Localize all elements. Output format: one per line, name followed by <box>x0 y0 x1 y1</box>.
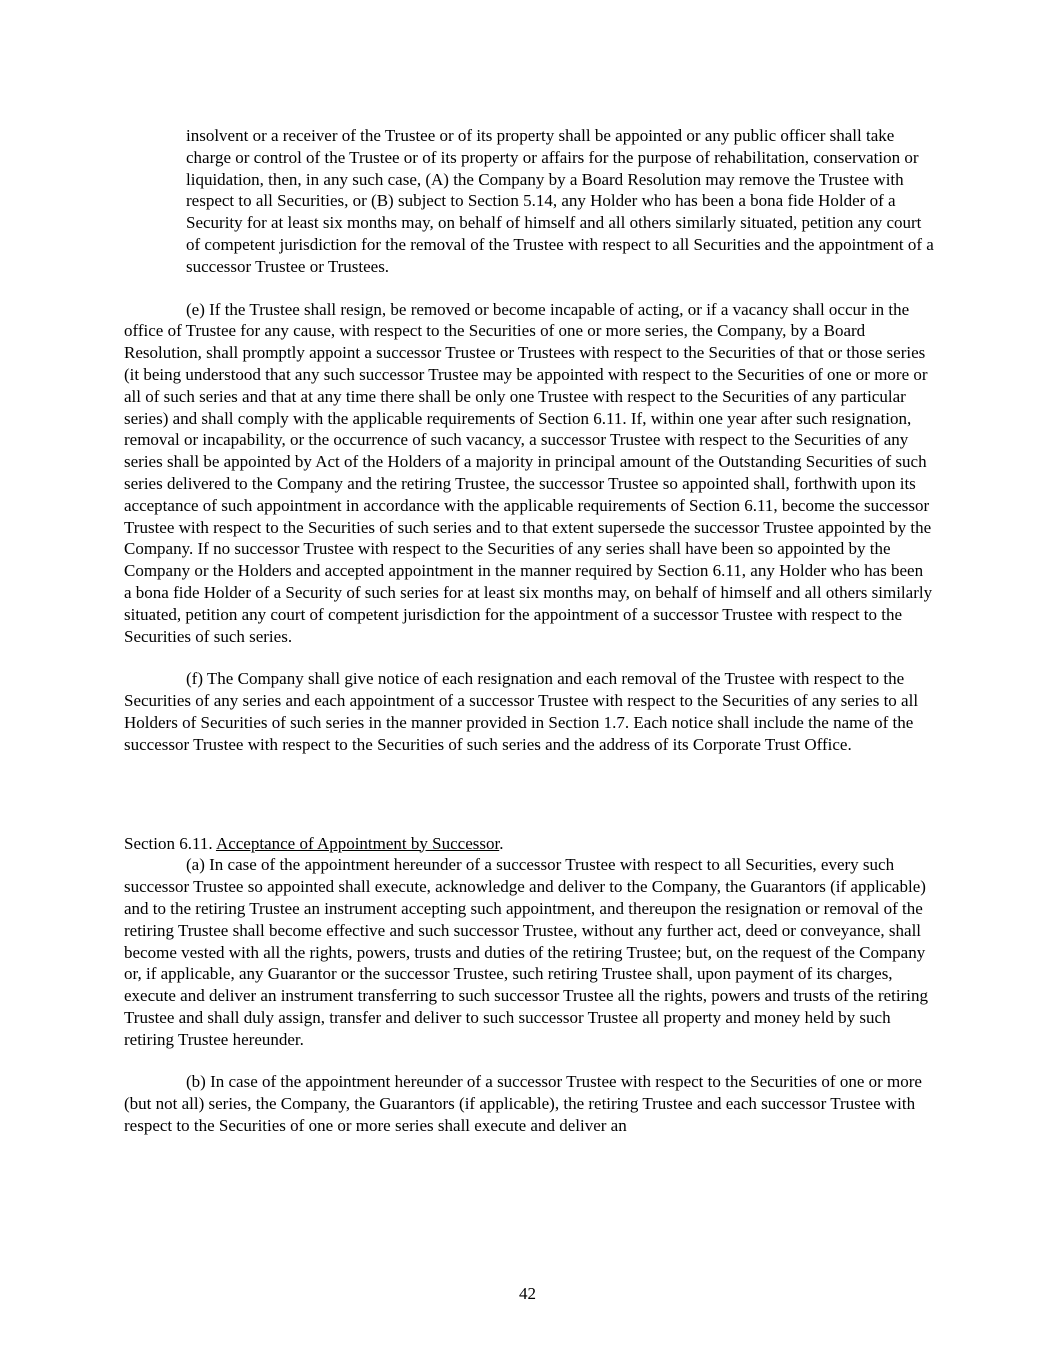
page-number: 42 <box>519 1284 536 1303</box>
paragraph-b: (b) In case of the appointment hereunder of a successor Trustee with respect to the Securities of one or more (but not all) series, the Company, the Guarantors (if applicable), the retiring Trustee and each successor Trustee with respect to the Securities of one or more series shall execute and deliver an <box>124 1072 922 1136</box>
section-heading <box>124 833 934 855</box>
paragraph-e: (e) If the Trustee shall resign, be removed or become incapable of acting, or if a vacancy shall occur in the office of Trustee for any cause, with respect to the Securities of one or more series, the Company, by a Board Resolution, shall promptly appoint a successor Trustee or Trustees with respect to the Securities of that or those series (it being understood that any such successor Trustee may be appointed with respect to the Securities of one or more or all of such series and that at any time there shall be only one Trustee with respect to the Securities of any particular series) and shall comply with the applicable requirements of Section 6.11. If, within one year after such resignation, removal or incapability, or the occurrence of such vacancy, a successor Trustee with respect to the Securities of any series shall be appointed by Act of the Holders of a majority in principal amount of the Outstanding Securities of such series delivered to the Company and the retiring Trustee, the successor Trustee so appointed shall, forthwith upon its acceptance of such appointment in accordance with the applicable requirements of Section 6.11, become the successor Trustee with respect to the Securities of such series and to that extent supersede the successor Trustee appointed by the Company. If no successor Trustee with respect to the Securities of any series shall have been so appointed by the Company or the Holders and accepted appointment in the manner required by Section 6.11, any Holder who has been a bona fide Holder of a Security of such series for at least six months may, on behalf of himself and all others similarly situated, petition any court of competent jurisdiction for the appointment of a successor Trustee with respect to the Securities of such series. <box>124 299 933 646</box>
section-number: Section 6.11. <box>124 833 216 853</box>
paragraph-a: (a) In case of the appointment hereunder of a successor Trustee with respect to all Securities, every such successor Trustee so appointed shall execute, acknowledge and deliver to the Company, the Guarantors (if applicable) and to the retiring Trustee an instrument accepting such appointment, and thereupon the resignation or removal of the retiring Trustee shall become effective and such successor Trustee, without any further act, deed or conveyance, shall become vested with all the rights, powers, trusts and duties of the retiring Trustee; but, on the request of the Company or, if applicable, any Guarantor or the successor Trustee, such retiring Trustee shall, upon payment of its charges, execute and deliver an instrument transferring to such successor Trustee all the rights, powers and trusts of the retiring Trustee and shall duly assign, transfer and deliver to such successor Trustee all property and money held by such retiring Trustee hereunder. <box>124 855 928 1049</box>
section-title: Acceptance of Appointment by Successor <box>215 833 500 853</box>
section-heading-period: . <box>499 833 504 853</box>
continuation-paragraph: insolvent or a receiver of the Trustee or of its property shall be appointed or any public officer shall take charge or control of the Trustee or of its property or affairs for the purpose of rehabilitation, conservation or liquidation, then, in any such case, (A) the Company by a Board Resolution may remove the Trustee with respect to all Securities, or (B) subject to Section 5.14, any Holder who has been a bona fide Holder of a Security for at least six months may, on behalf of himself and all others similarly situated, petition any court of competent jurisdiction for the removal of the Trustee with respect to all Securities and the appointment of a successor Trustee or Trustees. <box>186 126 934 276</box>
paragraph-f: (f) The Company shall give notice of each resignation and each removal of the Trustee with respect to the Securities of any series and each appointment of a successor Trustee with respect to the Securities of any series to all Holders of Securities of such series in the manner provided in Section 1.7. Each notice shall include the name of the successor Trustee with respect to the Securities of such series and the address of its Corporate Trust Office. <box>124 669 919 754</box>
document-page <box>124 125 934 1137</box>
